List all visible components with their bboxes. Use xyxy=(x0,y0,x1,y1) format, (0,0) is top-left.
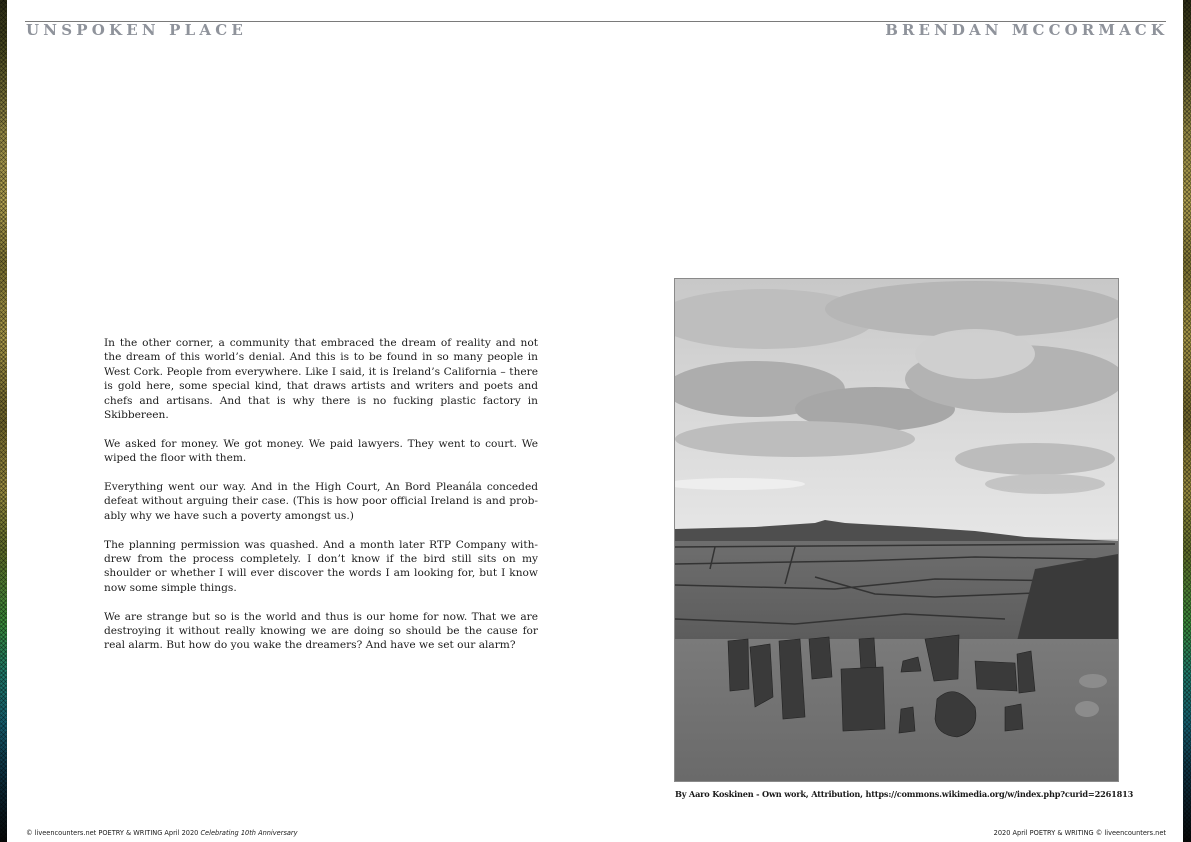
footer-left-text: © liveencounters.net POETRY & WRITING April 2020 xyxy=(26,829,201,837)
footer-right: 2020 April POETRY & WRITING © liveencounters.net xyxy=(993,829,1166,837)
footer-left xyxy=(26,829,298,838)
photo-caption: By Aaro Koskinen - Own work, Attribution, https://commons.wikimedia.org/w/index.php?curid=2261813 xyxy=(675,789,1134,799)
article-body xyxy=(104,336,538,667)
article-paragraph: We are strange but so is the world and thus is our home for now. That we are destroying it without really knowing we are doing so should be the cause for real alarm. But how do you wake the dreamers? And have we set our alarm? xyxy=(104,610,538,652)
article-paragraph: The planning permission was quashed. And a month later RTP Company withdrew from the process completely. I don’t know if the bird still sits on my shoulder or whether I will ever discover the words I am looking for, but I know now some simple things. xyxy=(104,538,538,594)
article-paragraph: In the other corner, a community that embraced the dream of reality and not the dream of this world’s denial. And this is to be found in so many people in West Cork. People from everywhere. Like I said, it is Ireland’s California – there is gold here, some special kind, that draws artists and writers and poets and chefs and artisans. And that is why there is no fucking plastic factory in Skibbereen. xyxy=(104,337,538,422)
article-paragraph: We asked for money. We got money. We paid lawyers. They went to court. We wiped the floor with them. xyxy=(104,437,538,465)
footer-anniversary: Celebrating 10th Anniversary xyxy=(200,829,298,837)
stone-circle-photo xyxy=(674,278,1119,782)
decorative-right-border xyxy=(1183,0,1191,842)
author-name: BRENDAN MCCORMACK xyxy=(885,21,1168,39)
article-paragraph: Everything went our way. And in the High Court, An Bord Pleanála conceded defeat without arguing their case. (This is how poor official Ireland is and probably why we have such a poverty amongst us.) xyxy=(104,481,538,522)
section-title: UNSPOKEN PLACE xyxy=(26,21,248,39)
photo-illustration xyxy=(675,279,1118,781)
decorative-left-border xyxy=(0,0,7,842)
